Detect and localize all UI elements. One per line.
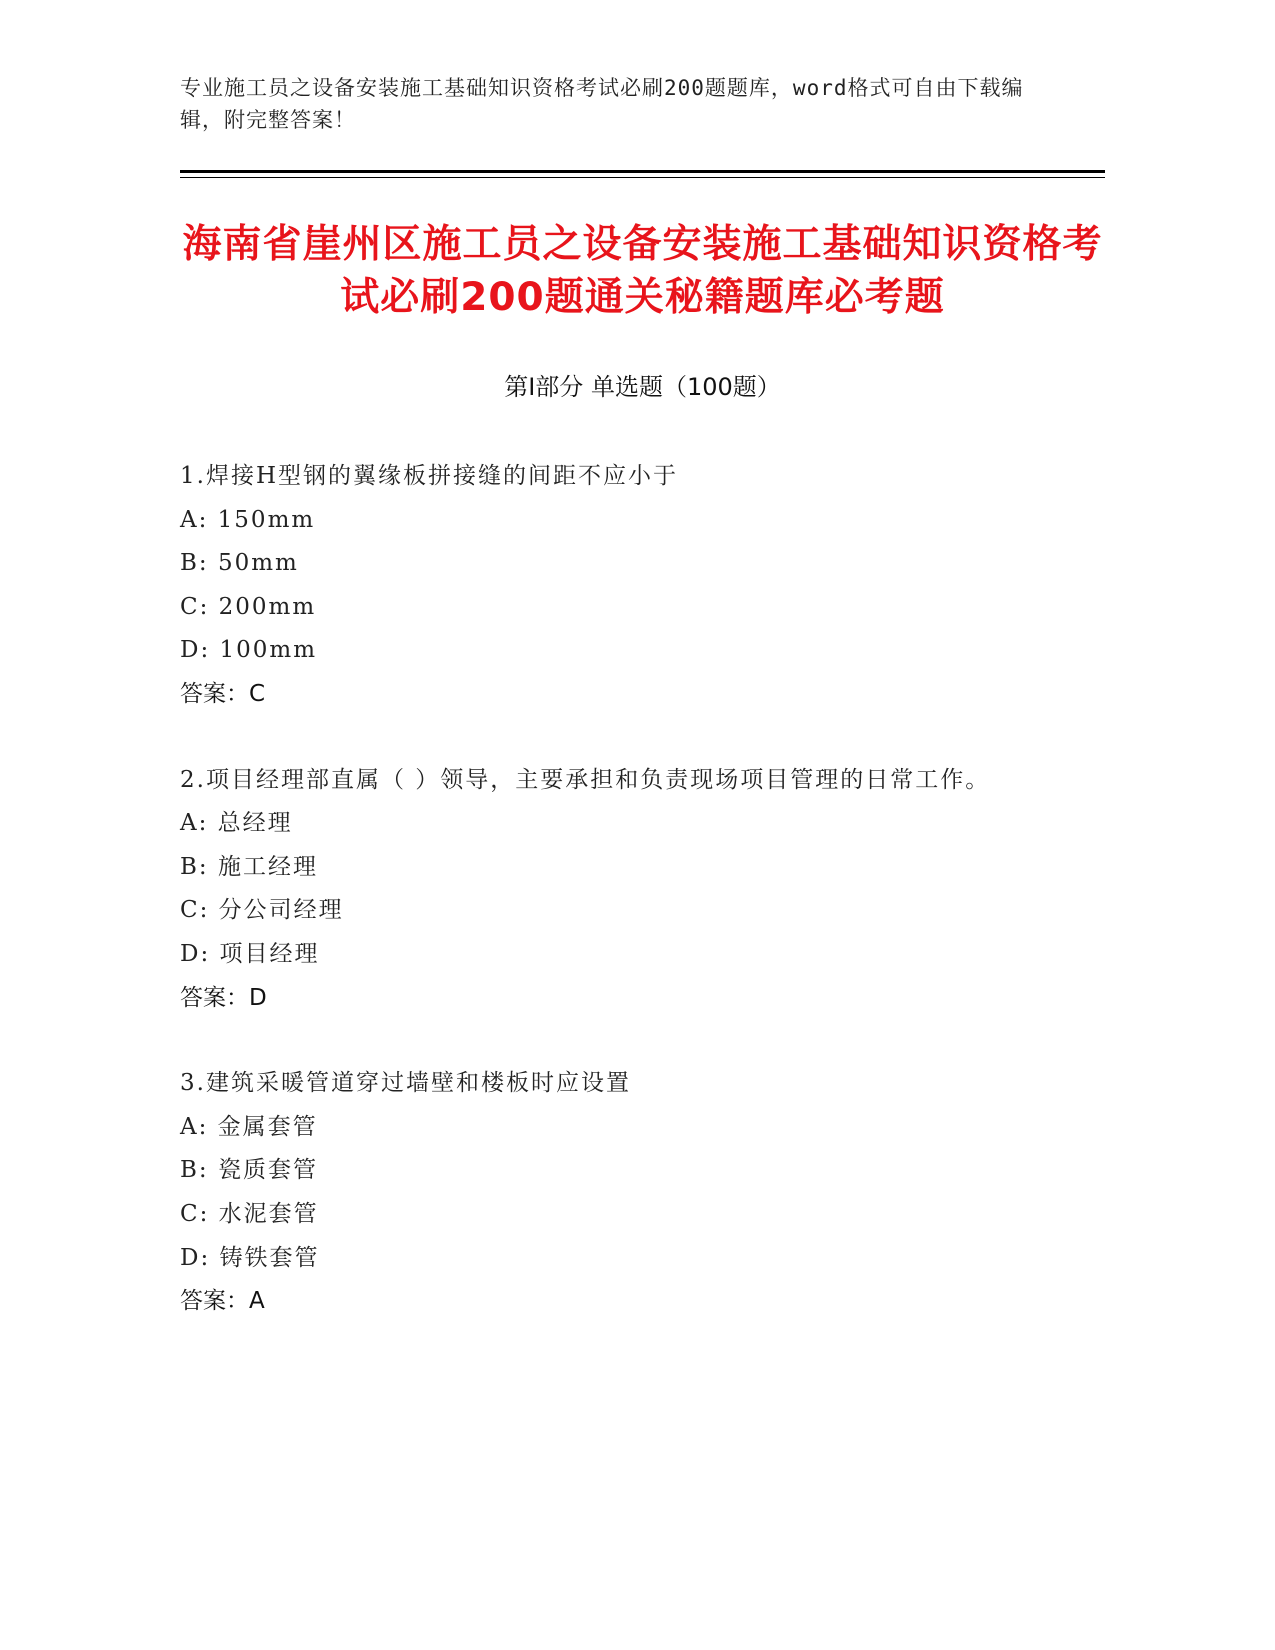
question-stem: 1.焊接H型钢的翼缘板拼接缝的间距不应小于 xyxy=(180,463,679,489)
option-d: D: 项目经理 xyxy=(180,940,320,967)
question-list xyxy=(180,455,1040,1366)
option-a: A: 金属套管 xyxy=(180,1113,318,1140)
header-note: 专业施工员之设备安装施工基础知识资格考试必刷200题题库，word格式可自由下载编辑，附完整答案！ xyxy=(180,76,1024,132)
option-c: C: 水泥套管 xyxy=(180,1200,319,1227)
question-stem: 3.建筑采暖管道穿过墙壁和楼板时应设置 xyxy=(180,1070,631,1097)
answer-line: 答案：D xyxy=(180,984,267,1011)
option-a: A: 150mm xyxy=(180,506,316,533)
option-b: B: 施工经理 xyxy=(180,853,318,880)
document-title: 海南省崖州区施工员之设备安装施工基础知识资格考试必刷200题通关秘籍题库必考题 xyxy=(182,222,1103,320)
option-c: C: 分公司经理 xyxy=(180,897,344,924)
option-a: A: 总经理 xyxy=(180,810,293,837)
question-item xyxy=(180,759,1040,1021)
option-b: B: 瓷质套管 xyxy=(180,1157,318,1184)
question-item xyxy=(180,1062,1040,1324)
section-title: 第Ⅰ部分 单选题（100题） xyxy=(504,373,781,401)
option-d: D: 铸铁套管 xyxy=(180,1244,320,1271)
option-b: B: 50mm xyxy=(180,550,299,577)
option-d: D: 100mm xyxy=(180,637,318,664)
question-stem: 2.项目经理部直属（ ）领导，主要承担和负责现场项目管理的日常工作。 xyxy=(180,766,991,793)
header-rule-thick xyxy=(180,170,1105,173)
answer-line: 答案：A xyxy=(180,1288,265,1315)
answer-line: 答案：C xyxy=(180,680,266,707)
question-item xyxy=(180,455,1040,717)
header-rule-thin xyxy=(180,177,1105,178)
option-c: C: 200mm xyxy=(180,593,317,620)
